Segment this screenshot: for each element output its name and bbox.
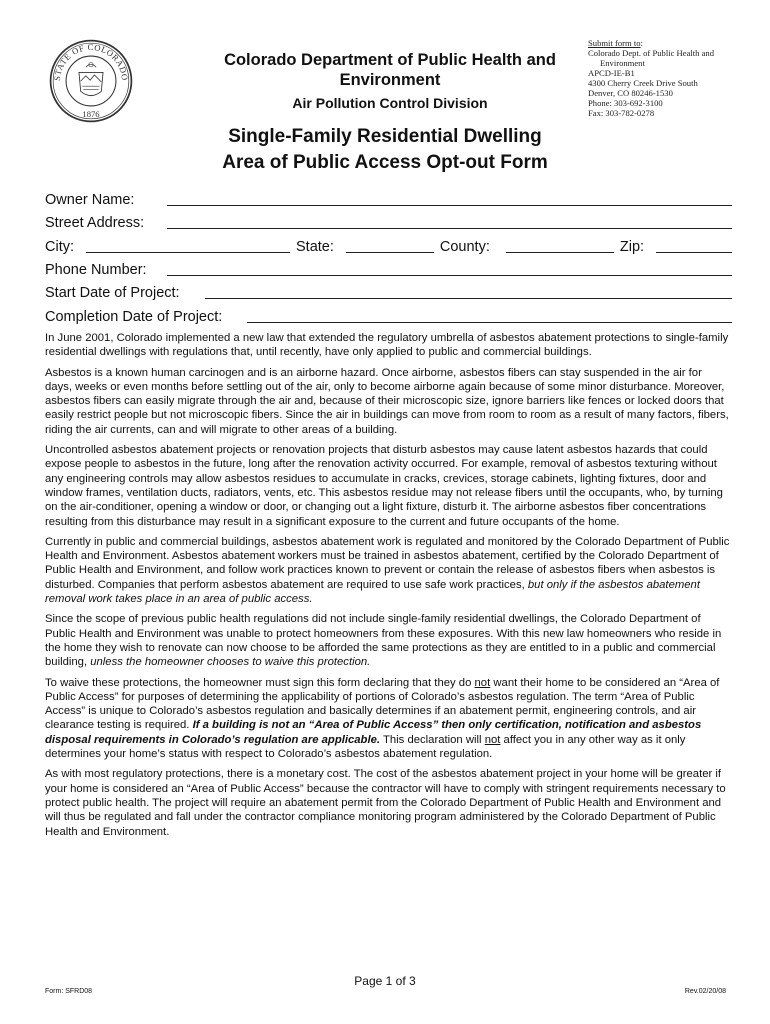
street-address-field[interactable] (167, 227, 732, 229)
city-label: City: (45, 239, 74, 255)
street-address-label: Street Address: (45, 215, 145, 231)
paragraph-6-text-b: want their home to be considered an “Area of Public Access” for purposes of determining the applicability of portions of Colorado’s asbestos regulation. The term “Area of Public Access” is unique to Colorado’s asbestos regulation and basically determines if an abatement permit, engineering controls, and air clearance testing is required. (45, 676, 720, 732)
svg-text:STATE OF COLORADO (52, 42, 130, 81)
paragraph-6-bold: If a building is not an “Area of Public Access” then only certification, notification and asbestos disposal requirements in Colorado’s regulation are applicable. (45, 719, 702, 746)
submit-label-colon: : (640, 38, 643, 48)
completion-date-label: Completion Date of Project: (45, 309, 223, 325)
revision-date: Rev.02/20/08 (684, 988, 726, 995)
submit-line-5: Denver, CO 80246-1530 (588, 88, 673, 98)
start-date-field[interactable] (205, 297, 732, 299)
completion-date-field[interactable] (247, 321, 732, 323)
paragraph-6 (45, 676, 730, 762)
submit-address-block (588, 38, 758, 118)
division-name: Air Pollution Control Division (292, 95, 488, 111)
paragraph-7: As with most regulatory protections, there is a monetary cost. The cost of the asbestos abatement project in your home will be greater if your home is considered an “Area of Public Access” because the contractor will have to comply with stringent requirements necessary to protect public health. The project will require an abatement permit from the Colorado Department of Public Health and Environment and will thus be regulated and fall under the contractor compliance monitoring program administered by the Colorado Department of Public Health and Environment. (45, 768, 726, 838)
county-label: County: (439, 239, 490, 255)
submit-line-3: APCD-IE-B1 (588, 68, 635, 78)
form-id: Form: SFRD08 (45, 988, 93, 995)
phone-number-label: Phone Number: (45, 262, 147, 278)
department-title: Colorado Department of Public Health and Environment (224, 51, 556, 89)
paragraph-4-text: Currently in public and commercial buildings, asbestos abatement work is regulated and monitored by the Colorado Department of Public Health and Environment. Asbestos abatement workers must be trained in asbestos abatement, certified by the Colorado Department of Public Health and Environment, and follow work practices known to prevent or contain the release of asbestos fibers when asbestos is disturbed. Companies that perform asbestos abatement are required to use safe work practices, (45, 535, 730, 591)
submit-line-1: Colorado Dept. of Public Health and (588, 48, 715, 58)
paragraph-6-text-a: To waive these protections, the homeowner must sign this form declaring that they do (45, 676, 475, 689)
submit-line-2: Environment (600, 58, 645, 68)
street-address-row (45, 210, 732, 232)
seal-top-text: STATE OF COLORADO (51, 42, 131, 82)
zip-field[interactable] (656, 251, 732, 253)
paragraph-5-text: Since the scope of previous public health regulations did not include single-family residential dwellings, the Colorado Department of Public Health and Environment was unable to protect homeowners from these exposures. With this new law homeowners who reside in the home they wish to renovate can now choose to be afforded the same protections as they are entitled to in a public and commercial building, (45, 613, 722, 669)
form-title-line-2: Area of Public Access Opt-out Form (222, 152, 548, 173)
paragraph-2: Asbestos is a known human carcinogen and is an airborne hazard. Once airborne, asbestos fibers can stay suspended in the air for days, weeks or even months before settling out of the air, only to become airborne again because of some minor disturbance. Moreover, asbestos fibers can easily migrate through the air and, because of their microscopic size, ignore barriers like fences or locked doors that easily restrict people but not microscopic fibers. Since the air in buildings can move from room to room as a result of many factors, fibers, riding the air currents, can and will migrate to other areas of a building. (45, 366, 729, 436)
paragraph-6-not: not (474, 676, 491, 689)
paragraph-1: In June 2001, Colorado implemented a new law that extended the regulatory umbrella of asbestos abatement protections to single-family residential dwellings with regulations that, until recently, have only applied to public and commercial buildings. (45, 332, 729, 359)
phone-number-field[interactable] (167, 274, 732, 276)
paragraph-5 (45, 612, 730, 669)
completion-date-row (45, 304, 732, 326)
seal-year: 1876 (82, 109, 100, 120)
paragraph-4 (45, 535, 730, 606)
start-date-label: Start Date of Project: (45, 285, 180, 301)
zip-label: Zip: (619, 239, 645, 255)
paragraph-4-italic: but only if the asbestos abatement removal work takes place in an area of public access. (45, 578, 700, 606)
paragraph-6-not-2: not (484, 733, 501, 746)
state-label: State: (296, 239, 334, 255)
submit-phone: Phone: 303-692-3100 (588, 98, 663, 108)
phone-number-row (45, 257, 732, 279)
submit-line-4: 4300 Cherry Creek Drive South (588, 78, 698, 88)
paragraph-3: Uncontrolled asbestos abatement projects or renovation projects that disturb asbestos may cause latent asbestos hazards that could expose people to asbestos in the future, long after the renovation activity occurred. For example, removal of asbestos texturing without any engineering controls may allow asbestos residues to accumulate in cracks, crevices, storage cabinets, lighting fixtures, door and window frames, ventilation ducts, radiators, vents, etc. This asbestos residue may not release fibers until the occupants, who, by turning on the air-conditioner, opening a window or door, or changing out a light fixture, disturb it. The airborne asbestos fiber concentrations resulting from this disturbance may result in a significant exposure to the current and future occupants of the home. (45, 444, 723, 528)
form-title-line-1: Single-Family Residential Dwelling (228, 126, 542, 147)
page-number: Page 1 of 3 (354, 974, 416, 988)
city-field[interactable] (86, 251, 290, 253)
submit-label: Submit form to (588, 38, 641, 48)
city-state-county-zip-row (45, 234, 732, 256)
submit-fax: Fax: 303-782-0278 (588, 108, 655, 118)
form-title (170, 124, 600, 176)
paragraph-6-text-d: affect you in any other way as it only determines your home’s status with respect to Colorado’s asbestos abatement regulation. (45, 733, 686, 761)
county-field[interactable] (506, 251, 614, 253)
state-field[interactable] (346, 251, 434, 253)
owner-name-field[interactable] (167, 204, 732, 206)
owner-name-row (45, 187, 732, 209)
colorado-state-seal (48, 38, 134, 124)
paragraph-5-italic: unless the homeowner chooses to waive this protection. (90, 656, 371, 669)
paragraph-6-text-c: This declaration will (380, 733, 485, 746)
start-date-row (45, 280, 732, 302)
body-text (45, 331, 730, 845)
department-header (196, 50, 584, 112)
owner-name-label: Owner Name: (45, 192, 135, 208)
